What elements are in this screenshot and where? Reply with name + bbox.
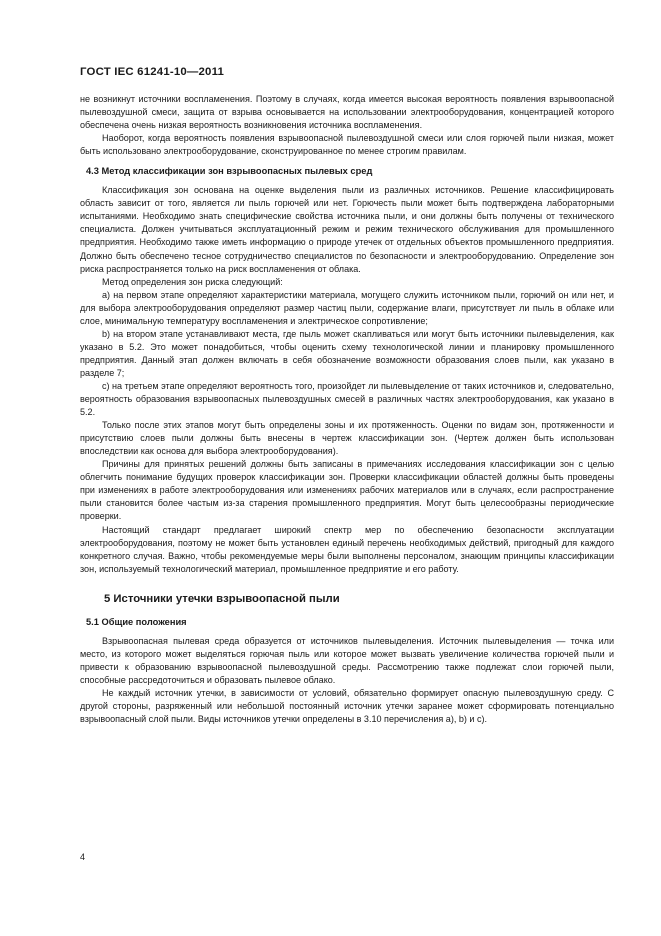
paragraph: Только после этих этапов могут быть определены зоны и их протяженность. Оценки по видам зон, протяженности и присутствию слоев пыли должны быть внесены в чертеж классификации зон. (Чертеж должен быть использован впоследствии как основа для выбора электрооборудования). [80,420,614,457]
section-heading: 5 Источники утечки взрывоопасной пыли [104,592,340,605]
subsection-heading: 5.1 Общие положения [86,616,187,627]
paragraph: Взрывоопасная пылевая среда образуется от источников пылевыделения. Источник пылевыделения — точка или место, из которого может выделяться горючая пыль или которое может вызвать увеличение количества горючей пыли и привести к образованию взрывоопасной пылевоздушной среды. Рассмотрению также подлежат слои горючей пыли, способные рассредоточиться и образовать пылевое облако. [80,635,614,685]
paragraph: не возникнут источники воспламенения. Поэтому в случаях, когда имеется высокая вероятность появления взрывоопасной пылевоздушной смеси, защита от взрыва основывается на использовании электрооборудования, концентрацией которого обеспечена очень низкая вероятность возникновения источника воспламенения. [80,94,614,131]
paragraph: Настоящий стандарт предлагает широкий спектр мер по обеспечению безопасности эксплуатации электрооборудования, поэтому не может быть установлен единый перечень необходимых действий, пригодный для каждого конкретного случая. Важно, чтобы рекомендуемые меры были выполнены персоналом, знающим принципы классификации зон, используемый технологический материал, промышленное предприятие и его работу. [80,524,614,574]
paragraph: Не каждый источник утечки, в зависимости от условий, обязательно формирует опасную пылевоздушную среду. С другой стороны, разряженный или небольшой постоянный источник утечки заранее может сформировать потенциально взрывоопасный слой пыли. Виды источников утечки определены в 3.10 перечисления a), b) и c). [80,687,614,725]
list-item: b) на втором этапе устанавливают места, где пыль может скапливаться или могут быть источники пылевыделения, как указано в 5.2. Это может понадобиться, чтобы оценить схему технологической линии и планировку промышленного предприятия. Данный этап должен включать в себя обозначение возможности образования слоев пыли, как указано в разделе 7; [80,328,614,378]
subsection-heading: 4.3 Метод классификации зон взрывоопасных пылевых сред [86,166,373,177]
paragraph: Наоборот, когда вероятность появления взрывоопасной пылевоздушной смеси или слоя горючей пыли низкая, может быть использовано электрооборудование, сконструированное по менее строгим правилам. [80,133,614,157]
paragraph: Причины для принятых решений должны быть записаны в примечаниях исследования классификации зон с целью облегчить понимание будущих проверок классификации зон. Проверки классификации областей должны быть проведены при изменениях в работе электрооборудования или изменениях рабочих материалов или в случаях, если распространение пыли становится более частым из-за старения промышленного предприятия. Могут быть целесообразны периодические проверки. [80,459,614,522]
page-number: 4 [80,852,86,862]
paragraph: Классификация зон основана на оценке выделения пыли из различных источников. Решение классифицировать область зависит от того, является ли пыль горючей или нет. Горючесть пыли может быть подтверждена лабораторными испытаниями. Необходимо знать специфические свойства источника пыли, и они должны быть получены от технического специалиста. Должен учитываться эксплуатационный режим и режим технического обслуживания для промышленного предприятия. Необходимо также иметь информацию о природе утечек от отдельных объектов промышленного предприятия. Должно быть обеспечено тесное сотрудничество специалистов по безопасности и электрооборудованию. Определение зон риска распространяется только на риск воспламенения от облака. [80,185,614,274]
list-item: c) на третьем этапе определяют вероятность того, произойдет ли пылевыделение от таких источников и, следовательно, вероятность образования взрывоопасных пылевоздушных смесей в различных частях электрооборудования, как указано в 5.2. [80,380,614,418]
paragraph: Метод определения зон риска следующий: [102,276,283,287]
list-item: a) на первом этапе определяют характеристики материала, могущего служить источником пыли, горючий он или нет, и для выбора электрооборудования определяют размер частиц пыли, содержание влаги, присутствует ли пыль в облаке или слое, минимальную температуру воспламенения и электрическое сопротивление; [80,289,614,326]
document-code-header: ГОСТ IEC 61241-10—2011 [80,66,225,78]
document-body [80,93,614,726]
